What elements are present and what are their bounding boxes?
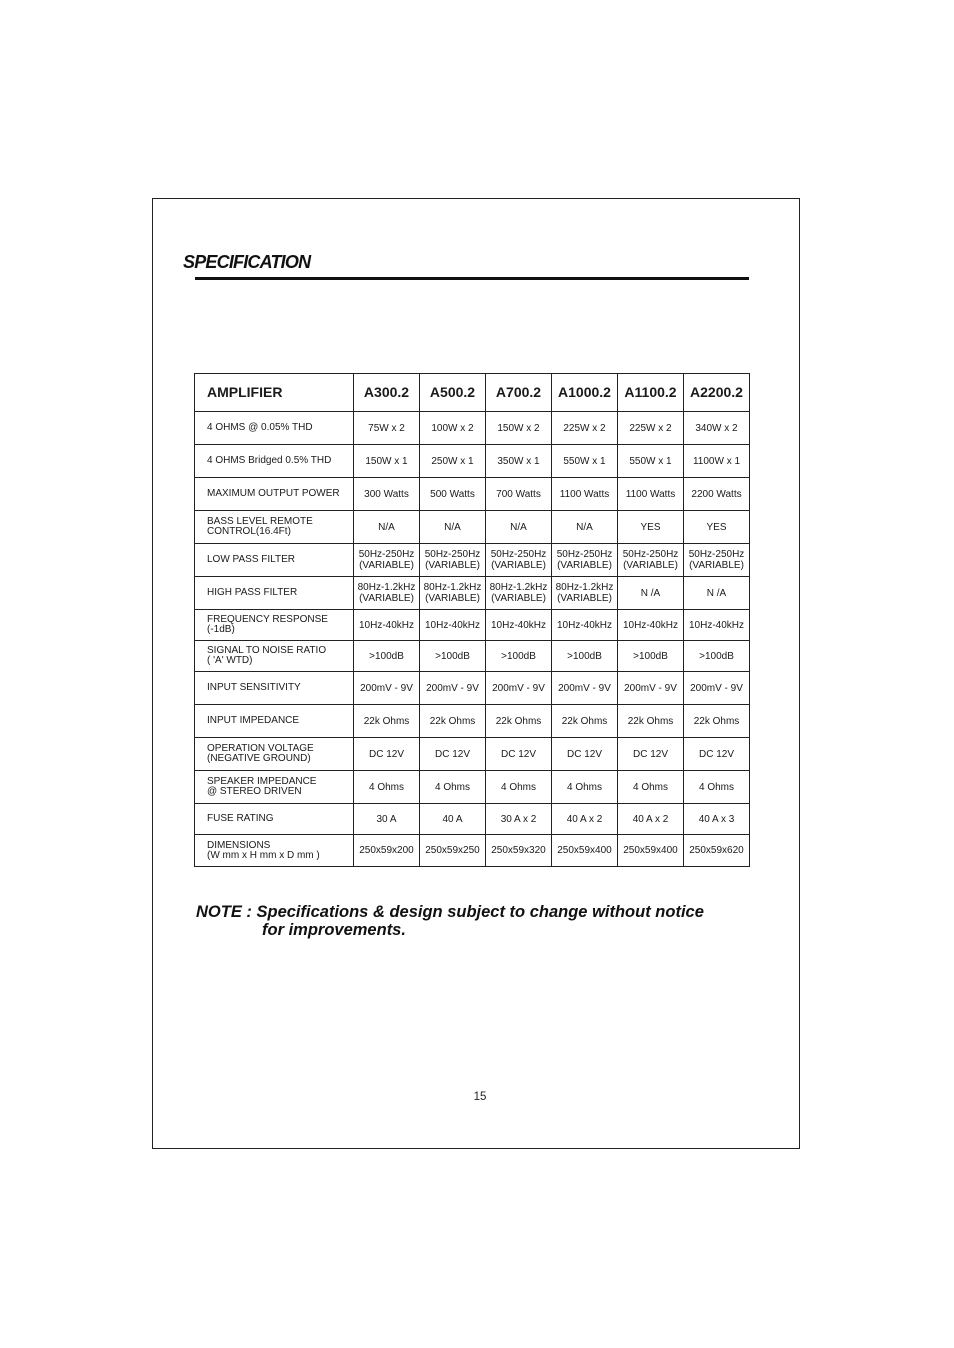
cell-value: 22k Ohms [627, 715, 674, 727]
table-row [195, 577, 750, 610]
cell-value: 50Hz-250Hz [622, 549, 679, 560]
cell-value: 250W x 1 [431, 455, 474, 467]
cell-value: 150W x 2 [497, 422, 540, 434]
table-cell [618, 771, 684, 804]
table-cell [618, 511, 684, 544]
table-cell [618, 672, 684, 705]
table-cell [552, 672, 618, 705]
table-cell [420, 738, 486, 771]
table-cell [420, 412, 486, 445]
cell-value: 30 A [376, 813, 397, 825]
table-cell [486, 835, 552, 867]
cell-value: 40 A [442, 813, 463, 825]
note-line-2: for improvements. [262, 921, 406, 939]
cell-value: (VARIABLE) [623, 560, 678, 571]
table-cell [552, 478, 618, 511]
specification-table [194, 373, 750, 867]
table-row [195, 511, 750, 544]
row-label-line: 4 OHMS @ 0.05% THD [207, 422, 313, 433]
table-cell [420, 544, 486, 577]
table-cell [420, 804, 486, 835]
row-label [195, 738, 354, 771]
cell-value: 550W x 1 [629, 455, 672, 467]
cell-value: 10Hz-40kHz [424, 619, 481, 631]
header-model: A2200.2 [684, 374, 750, 412]
table-cell [552, 544, 618, 577]
table-cell [486, 610, 552, 641]
cell-value: 22k Ohms [561, 715, 608, 727]
cell-value: 50Hz-250Hz [424, 549, 481, 560]
table-cell [552, 610, 618, 641]
table-cell [486, 511, 552, 544]
table-row [195, 672, 750, 705]
cell-value: 200mV - 9V [624, 682, 677, 694]
table-row [195, 738, 750, 771]
table-cell [354, 738, 420, 771]
row-label-line: (NEGATIVE GROUND) [207, 753, 311, 764]
row-label-line: @ STEREO DRIVEN [207, 786, 302, 797]
cell-value: 200mV - 9V [558, 682, 611, 694]
note [196, 903, 704, 939]
row-label-line: ( 'A' WTD) [207, 655, 253, 666]
cell-value: >100dB [699, 650, 734, 662]
row-label-line: DIMENSIONS [207, 839, 271, 851]
cell-value: (VARIABLE) [359, 593, 414, 604]
cell-value: 10Hz-40kHz [622, 619, 679, 631]
table-cell [354, 835, 420, 867]
cell-value: 80Hz-1.2kHz [423, 582, 482, 593]
cell-value: DC 12V [632, 748, 668, 760]
cell-value: 250x59x250 [425, 845, 480, 856]
table-cell [618, 412, 684, 445]
table-cell [420, 771, 486, 804]
table-cell [552, 445, 618, 478]
cell-value: (VARIABLE) [557, 560, 612, 571]
table-cell [420, 610, 486, 641]
cell-value: 10Hz-40kHz [490, 619, 547, 631]
header-model: A1000.2 [552, 374, 618, 412]
cell-value: 50Hz-250Hz [556, 549, 613, 560]
table-cell [684, 641, 750, 672]
cell-value: 250x59x620 [689, 845, 744, 856]
cell-value: DC 12V [698, 748, 734, 760]
row-label-line: SPEAKER IMPEDANCE [207, 776, 317, 787]
cell-value: YES [640, 521, 661, 533]
cell-value: 40 A x 2 [632, 813, 669, 825]
table-cell [486, 544, 552, 577]
row-label [195, 445, 354, 478]
table-cell [618, 445, 684, 478]
table-cell [420, 705, 486, 738]
table-cell [684, 705, 750, 738]
table-cell [684, 511, 750, 544]
cell-value: 4 Ohms [698, 781, 734, 793]
table-cell [618, 544, 684, 577]
cell-value: DC 12V [434, 748, 470, 760]
table-cell [552, 641, 618, 672]
table-cell [354, 511, 420, 544]
table-cell [354, 577, 420, 610]
cell-value: 500 Watts [430, 488, 475, 500]
table-cell [684, 478, 750, 511]
cell-value: 1100 Watts [625, 488, 676, 500]
row-label-line: FUSE RATING [207, 813, 274, 824]
row-label [195, 412, 354, 445]
table-cell [420, 672, 486, 705]
table-cell [552, 511, 618, 544]
table-cell [684, 577, 750, 610]
header-model: A700.2 [486, 374, 552, 412]
row-label-line: INPUT SENSITIVITY [207, 682, 301, 693]
row-label-line: LOW PASS FILTER [207, 554, 295, 565]
table-cell [618, 641, 684, 672]
table-cell [420, 511, 486, 544]
cell-value: 22k Ohms [429, 715, 476, 727]
table-cell [552, 412, 618, 445]
table-row [195, 705, 750, 738]
table-row [195, 478, 750, 511]
row-label-line: 4 OHMS Bridged 0.5% THD [207, 455, 332, 466]
cell-value: N/A [444, 521, 461, 533]
row-label [195, 478, 354, 511]
table-row [195, 641, 750, 672]
cell-value: 350W x 1 [497, 455, 540, 467]
table-cell [684, 771, 750, 804]
cell-value: 30 A x 2 [500, 813, 537, 825]
table-cell [354, 771, 420, 804]
cell-value: YES [706, 521, 727, 533]
table-cell [684, 445, 750, 478]
cell-value: DC 12V [368, 748, 404, 760]
table-cell [354, 544, 420, 577]
table-cell [354, 641, 420, 672]
cell-value: 50Hz-250Hz [490, 549, 547, 560]
row-label-line: (W mm x H mm x D mm ) [207, 849, 320, 861]
cell-value: 50Hz-250Hz [358, 549, 415, 560]
table-cell [552, 705, 618, 738]
cell-value: 50Hz-250Hz [688, 549, 745, 560]
row-label [195, 641, 354, 672]
table-cell [354, 705, 420, 738]
cell-value: 150W x 1 [365, 455, 408, 467]
cell-value: 250x59x400 [623, 845, 678, 856]
cell-value: (VARIABLE) [689, 560, 744, 571]
cell-value: 75W x 2 [368, 422, 405, 434]
table-cell [618, 738, 684, 771]
cell-value: 225W x 2 [563, 422, 606, 434]
row-label-line: FREQUENCY RESPONSE [207, 614, 328, 625]
cell-value: >100dB [435, 650, 470, 662]
table-cell [684, 738, 750, 771]
header-label-amplifier: AMPLIFIER [195, 374, 354, 412]
cell-value: N/A [510, 521, 527, 533]
table-cell [618, 478, 684, 511]
table-row [195, 835, 750, 867]
cell-value: (VARIABLE) [557, 593, 612, 604]
cell-value: N /A [640, 587, 661, 599]
cell-value: >100dB [633, 650, 668, 662]
row-label [195, 705, 354, 738]
cell-value: 250x59x320 [491, 845, 546, 856]
cell-value: (VARIABLE) [359, 560, 414, 571]
cell-value: 200mV - 9V [426, 682, 479, 694]
table-cell [486, 478, 552, 511]
cell-value: N/A [378, 521, 395, 533]
row-label-line: CONTROL(16.4Ft) [207, 526, 291, 537]
row-label-line: (-1dB) [207, 624, 235, 635]
cell-value: N/A [576, 521, 593, 533]
cell-value: N /A [706, 587, 727, 599]
cell-value: (VARIABLE) [425, 560, 480, 571]
cell-value: 4 Ohms [632, 781, 668, 793]
table-cell [552, 804, 618, 835]
cell-value: 10Hz-40kHz [556, 619, 613, 631]
cell-value: (VARIABLE) [491, 560, 546, 571]
cell-value: 40 A x 3 [698, 813, 735, 825]
row-label [195, 672, 354, 705]
table-row [195, 544, 750, 577]
table-cell [486, 577, 552, 610]
cell-value: 22k Ohms [495, 715, 542, 727]
cell-value: 700 Watts [496, 488, 541, 500]
table-cell [486, 672, 552, 705]
row-label [195, 511, 354, 544]
table-cell [618, 610, 684, 641]
table-cell [618, 835, 684, 867]
page-title: SPECIFICATION [183, 252, 311, 272]
cell-value: DC 12V [566, 748, 602, 760]
table-cell [486, 412, 552, 445]
table-cell [420, 577, 486, 610]
table-row [195, 412, 750, 445]
cell-value: 80Hz-1.2kHz [489, 582, 548, 593]
table-body [195, 412, 750, 867]
cell-value: 10Hz-40kHz [688, 619, 745, 631]
cell-value: >100dB [501, 650, 536, 662]
table-cell [552, 738, 618, 771]
header-model: A300.2 [354, 374, 420, 412]
cell-value: (VARIABLE) [425, 593, 480, 604]
header-model: A500.2 [420, 374, 486, 412]
cell-value: 550W x 1 [563, 455, 606, 467]
table-cell [486, 445, 552, 478]
table-cell [618, 705, 684, 738]
table-cell [354, 478, 420, 511]
row-label [195, 835, 354, 867]
cell-value: 1100W x 1 [692, 455, 741, 467]
table-cell [684, 412, 750, 445]
row-label [195, 804, 354, 835]
cell-value: (VARIABLE) [491, 593, 546, 604]
row-label [195, 544, 354, 577]
row-label [195, 771, 354, 804]
table-cell [420, 445, 486, 478]
cell-value: 10Hz-40kHz [358, 619, 415, 631]
table-cell [684, 610, 750, 641]
row-label-line: MAXIMUM OUTPUT POWER [207, 488, 340, 499]
table-cell [684, 672, 750, 705]
cell-value: 340W x 2 [695, 422, 738, 434]
cell-value: 1100 Watts [559, 488, 610, 500]
table-cell [486, 705, 552, 738]
table-row [195, 610, 750, 641]
cell-value: 2200 Watts [691, 488, 742, 500]
table-cell [684, 835, 750, 867]
table-cell [618, 577, 684, 610]
row-label-line: BASS LEVEL REMOTE [207, 516, 313, 527]
table-cell [486, 738, 552, 771]
cell-value: 4 Ohms [500, 781, 536, 793]
table-cell [420, 835, 486, 867]
table-cell [486, 641, 552, 672]
table-cell [420, 641, 486, 672]
cell-value: 225W x 2 [629, 422, 672, 434]
cell-value: 100W x 2 [431, 422, 474, 434]
cell-value: 80Hz-1.2kHz [357, 582, 416, 593]
row-label-line: HIGH PASS FILTER [207, 587, 298, 598]
cell-value: >100dB [369, 650, 404, 662]
row-label [195, 610, 354, 641]
table-cell [684, 804, 750, 835]
cell-value: DC 12V [500, 748, 536, 760]
cell-value: >100dB [567, 650, 602, 662]
cell-value: 80Hz-1.2kHz [555, 582, 614, 593]
cell-value: 4 Ohms [368, 781, 404, 793]
row-label-line: INPUT IMPEDANCE [207, 715, 300, 726]
cell-value: 22k Ohms [693, 715, 740, 727]
cell-value: 200mV - 9V [360, 682, 413, 694]
table-row [195, 804, 750, 835]
page-number: 15 [473, 1091, 487, 1103]
cell-value: 200mV - 9V [690, 682, 743, 694]
table-row [195, 771, 750, 804]
cell-value: 22k Ohms [363, 715, 410, 727]
table-cell [486, 771, 552, 804]
cell-value: 4 Ohms [434, 781, 470, 793]
table-cell [684, 544, 750, 577]
note-line-1: NOTE : Specifications & design subject to change without notice [196, 903, 704, 921]
table-cell [354, 672, 420, 705]
table-cell [552, 835, 618, 867]
cell-value: 4 Ohms [566, 781, 602, 793]
table-cell [552, 771, 618, 804]
table-row [195, 445, 750, 478]
cell-value: 40 A x 2 [566, 813, 603, 825]
cell-value: 200mV - 9V [492, 682, 545, 694]
table-cell [354, 804, 420, 835]
table-cell [552, 577, 618, 610]
table-header-row [195, 374, 750, 412]
cell-value: 300 Watts [364, 488, 409, 500]
table-cell [618, 804, 684, 835]
row-label-line: OPERATION VOLTAGE [207, 743, 314, 754]
header-model: A1100.2 [618, 374, 684, 412]
row-label-line: SIGNAL TO NOISE RATIO [207, 645, 327, 656]
cell-value: 250x59x200 [359, 845, 414, 856]
row-label [195, 577, 354, 610]
title-rule [195, 277, 749, 280]
table-cell [420, 478, 486, 511]
table-cell [354, 445, 420, 478]
table-cell [486, 804, 552, 835]
table-cell [354, 412, 420, 445]
table-cell [354, 610, 420, 641]
cell-value: 250x59x400 [557, 845, 612, 856]
